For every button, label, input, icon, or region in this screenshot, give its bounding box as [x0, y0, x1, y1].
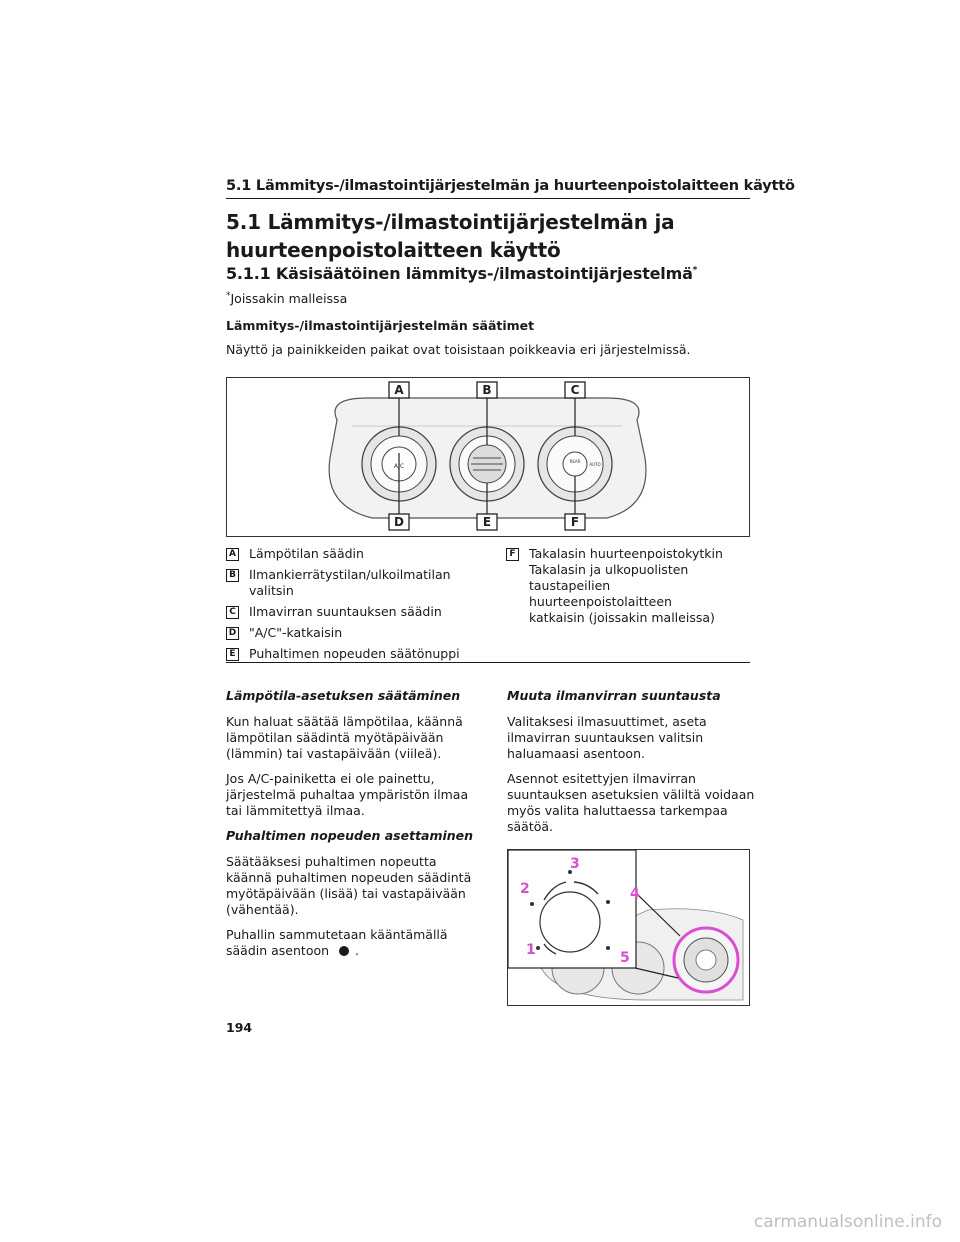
fan-speed-paragraph-2 — [226, 927, 476, 959]
footnote-marker: * — [226, 291, 231, 301]
airflow-positions-illustration — [508, 850, 750, 1006]
legend-text-c: Ilmavirran suuntauksen säädin — [249, 604, 442, 619]
legend-text-f-extra-3: katkaisin (joissakin malleissa) — [529, 610, 715, 625]
legend-text-d: "A/C"-katkaisin — [249, 625, 343, 640]
position-4-label: 4 — [630, 886, 640, 902]
legend-item-d — [226, 625, 488, 641]
control-panel-figure — [226, 377, 750, 537]
airflow-positions-figure — [507, 849, 750, 1006]
legend-key-b: B — [226, 569, 239, 582]
fan-off-text-line-1: Puhallin sammutetaan kääntämällä — [226, 927, 448, 942]
left-column — [226, 688, 476, 968]
control-panel-illustration — [227, 378, 750, 537]
position-3-label: 3 — [570, 856, 580, 872]
footnote — [226, 291, 347, 306]
legend-key-a: A — [226, 548, 239, 561]
rear-defrost-label: REAR — [569, 459, 581, 464]
callout-d: D — [394, 515, 404, 529]
legend-key-c: C — [226, 606, 239, 619]
controls-heading: Lämmitys-/ilmastointijärjestelmän säätimet — [226, 318, 535, 333]
temperature-paragraph-1: Kun haluat säätää lämpötilaa, käännä lämpötilan säädintä myötäpäivään (lämmin) tai vastapäivään (viileä). — [226, 714, 463, 761]
page-number: 194 — [226, 1020, 253, 1035]
ac-button-label: A/C — [393, 463, 405, 470]
legend-item-b — [226, 567, 488, 599]
watermark: carmanualsonline.info — [753, 1212, 942, 1232]
fan-off-text-line-2: säädin asentoon — [226, 943, 330, 958]
section-title — [226, 264, 697, 283]
callout-c: C — [570, 383, 580, 397]
position-1-label: 1 — [526, 942, 536, 958]
legend-key-e: E — [226, 648, 239, 661]
airflow-paragraph-1: Valitaksesi ilmasuuttimet, aseta ilmavirran suuntauksen valitsin haluamaasi asentoon. — [507, 714, 707, 761]
legend-text-a: Lämpötilan säädin — [249, 546, 364, 561]
section-title-text: 5.1.1 Käsisäätöinen lämmitys-/ilmastointijärjestelmä — [226, 264, 693, 283]
auto-label: AUTO — [589, 462, 601, 467]
callout-f: F — [570, 515, 580, 529]
controls-note: Näyttö ja painikkeiden paikat ovat toisistaan poikkeavia eri järjestelmissä. — [226, 342, 691, 357]
fan-speed-paragraph-1: Säätääksesi puhaltimen nopeutta käännä puhaltimen nopeuden säädintä myötäpäivään (lisää) tai vastapäivään (vähentää). — [226, 854, 472, 917]
position-5-label: 5 — [620, 950, 630, 966]
legend-text-f: Takalasin huurteenpoistokytkin — [529, 546, 723, 561]
legend-text-e: Puhaltimen nopeuden säätönuppi — [249, 646, 460, 661]
legend-text-b: Ilmankierrätystilan/ulkoilmatilan valitsin — [249, 567, 451, 598]
callout-b: B — [482, 383, 492, 397]
temperature-paragraph-2: Jos A/C-painiketta ei ole painettu, järjestelmä puhaltaa ympäristön ilmaa tai lämmitettyä ilmaa. — [226, 771, 469, 818]
page-title-line-1: 5.1 Lämmitys-/ilmastointijärjestelmän ja — [226, 210, 675, 234]
legend-item-f — [506, 546, 750, 626]
legend-key-f: F — [506, 548, 519, 561]
legend-text-f-group — [529, 546, 750, 626]
temperature-heading: Lämpötila-asetuksen säätäminen — [226, 688, 461, 703]
running-header: 5.1 Lämmitys-/ilmastointijärjestelmän ja huurteenpoistolaitteen käyttö — [226, 178, 750, 199]
page-title — [226, 208, 766, 264]
section-title-marker: * — [692, 265, 698, 276]
legend-text-f-extra-1: Takalasin ja ulkopuolisten — [529, 562, 689, 577]
section-divider — [226, 662, 750, 663]
fan-off-dot-icon — [339, 946, 349, 956]
legend-item-e — [226, 646, 488, 662]
airflow-heading: Muuta ilmanvirran suuntausta — [507, 688, 721, 703]
callout-e: E — [482, 515, 492, 529]
legend-key-d: D — [226, 627, 239, 640]
fan-speed-heading: Puhaltimen nopeuden asettaminen — [226, 828, 474, 843]
legend-item-a — [226, 546, 488, 562]
position-2-label: 2 — [520, 881, 530, 897]
right-column — [507, 688, 757, 844]
callout-a: A — [394, 383, 404, 397]
fan-off-text-end: . — [355, 943, 360, 958]
legend-right-column — [506, 546, 750, 631]
footnote-text: Joissakin malleissa — [230, 291, 348, 307]
legend-item-c — [226, 604, 488, 620]
legend-left-column — [226, 546, 488, 667]
page-title-line-2: huurteenpoistolaitteen käyttö — [226, 238, 561, 262]
legend-text-f-extra-2: taustapeilien huurteenpoistolaitteen — [529, 578, 672, 609]
airflow-paragraph-2: Asennot esitettyjen ilmavirran suuntauksen asetuksien väliltä voidaan myös valita haluttaessa tarkempaa säätöä. — [507, 771, 755, 834]
